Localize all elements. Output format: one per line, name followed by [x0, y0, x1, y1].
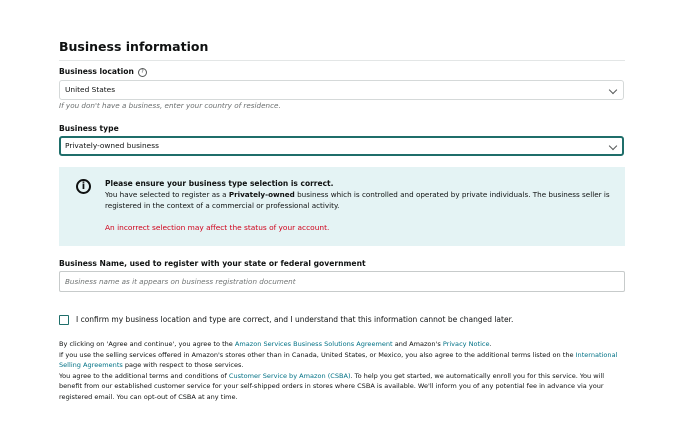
- notice-body: You have selected to register as a Privately-owned business which is controlled and operated by private individuals. The business seller is registered in the context of a commercial or professional activity.: [105, 190, 610, 210]
- business-type-label: Business type: [59, 124, 119, 133]
- privacy-notice-link[interactable]: Privacy Notice: [442, 340, 490, 348]
- business-type-select[interactable]: [59, 136, 624, 156]
- business-name-label: Business Name, used to register with your state or federal government: [59, 259, 366, 268]
- confirm-label: I confirm my business location and type are correct, and I understand that this information cannot be changed later.: [76, 315, 514, 324]
- confirm-checkbox[interactable]: [59, 315, 69, 325]
- legal-paragraph-agreement: By clicking on 'Agree and continue', you agree to the Amazon Services Business Solutions Agreement and Amazon's Privacy Notice.: [59, 340, 492, 348]
- business-type-value: Privately-owned business: [65, 141, 159, 150]
- help-icon[interactable]: ?: [138, 68, 147, 77]
- business-location-value: United States: [65, 85, 116, 94]
- section-title: Business information: [59, 39, 209, 54]
- title-divider: [59, 60, 625, 61]
- business-location-label: [59, 67, 147, 77]
- business-location-label-text: Business location: [59, 67, 134, 76]
- international-selling-agreements-link[interactable]: International Selling Agreements: [59, 350, 618, 370]
- chevron-down-icon: [609, 142, 617, 150]
- info-icon: i: [76, 179, 91, 194]
- business-location-hint: If you don't have a business, enter your country of residence.: [59, 101, 281, 110]
- notice-warning: An incorrect selection may affect the status of your account.: [105, 223, 330, 232]
- business-location-select[interactable]: [59, 80, 624, 100]
- legal-paragraph-international: If you use the selling services offered in Amazon's stores other than in Canada, United States, or Mexico, you also agree to the additional terms listed on the International Selling Agreements page with respect to those services.: [59, 350, 618, 370]
- legal-paragraph-csba: You agree to the additional terms and conditions of Customer Service by Amazon (CSBA). To help you get started, we automatically enroll you for this service. You will benefit from our established customer service for your self-shipped orders in stores where CSBA is available. We'll inform you of any potential fee in advance via your registered email. You can opt-out of CSBA at any time.: [59, 371, 605, 401]
- chevron-down-icon: [609, 86, 617, 94]
- notice-title: Please ensure your business type selection is correct.: [105, 179, 334, 188]
- legal-text: [59, 339, 625, 403]
- business-solutions-agreement-link[interactable]: Amazon Services Business Solutions Agreement: [234, 340, 393, 348]
- notice-body-emphasis: Privately-owned: [228, 190, 295, 199]
- csba-link[interactable]: Customer Service by Amazon (CSBA): [228, 371, 351, 380]
- business-name-input[interactable]: Business name as it appears on business registration document: [59, 271, 625, 292]
